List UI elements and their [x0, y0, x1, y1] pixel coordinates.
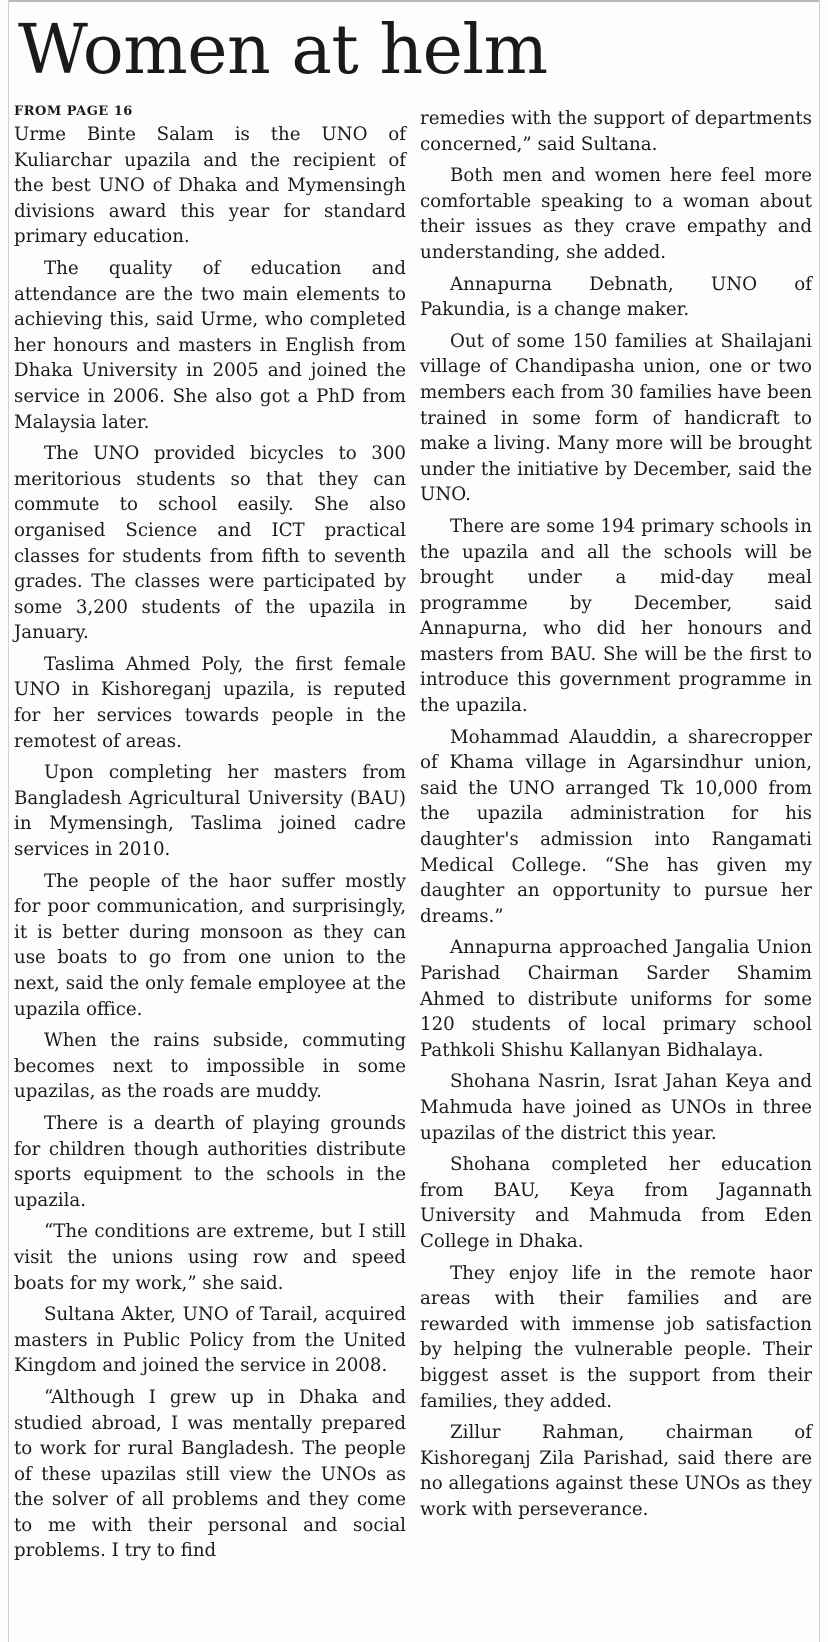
article-column-2: [420, 106, 812, 1528]
paragraph: There are some 194 primary schools in the upazila and all the schools will be brought under a mid-day meal programme by December, said Annapurna, who did her honours and masters from BAU. She will be the first to introduce this government programme in the upazila.: [420, 515, 812, 717]
paragraph: Shohana Nasrin, Israt Jahan Keya and Mahmuda have joined as UNOs in three upazilas of the district this year.: [420, 1071, 812, 1144]
paragraph: They enjoy life in the remote haor areas with their families and are rewarded with immense job satisfaction by helping the vulnerable people. Their biggest asset is the support from their families, they added.: [420, 1262, 812, 1412]
paragraph: Shohana completed her education from BAU, Keya from Jagannath University and Mahmuda from Eden College in Dhaka.: [420, 1154, 812, 1252]
paragraph: There is a dearth of playing grounds for children though authorities distribute sports equipment to the schools in the upazila.: [14, 1112, 406, 1211]
paragraph: The UNO provided bicycles to 300 meritorious students so that they can commute to school easily. She also organised Science and ICT practical classes for students from fifth to seventh grades. The classes were participated by some 3,200 students of the upazila in January.: [14, 443, 406, 644]
article-column-1: [14, 102, 406, 1570]
paragraph: Upon completing her masters from Bangladesh Agricultural University (BAU) in Mymensingh, Taslima joined cadre services in 2010.: [14, 762, 406, 861]
top-rule: [8, 0, 820, 2]
paragraph: The quality of education and attendance are the two main elements to achieving this, said Urme, who completed her honours and masters in English from Dhaka University in 2005 and joined the service in 2006. She also got a PhD from Malaysia later.: [14, 257, 406, 433]
paragraph: Taslima Ahmed Poly, the first female UNO in Kishoreganj upazila, is reputed for her services towards people in the remotest of areas.: [14, 653, 406, 752]
paragraph: “Although I grew up in Dhaka and studied abroad, I was mentally prepared to work for rural Bangladesh. The people of these upazilas still view the UNOs as the solver of all problems and they come to me with their personal and social problems. I try to find: [14, 1386, 406, 1562]
paragraph: Zillur Rahman, chairman of Kishoreganj Zila Parishad, said there are no allegations against these UNOs as they work with perseverance.: [420, 1422, 812, 1520]
frame-border-right: [819, 0, 820, 1642]
paragraph: Out of some 150 families at Shailajani village of Chandipasha union, one or two members each from 30 families have been trained in some form of handicraft to make a living. Many more will be brought under the initiative by December, said the UNO.: [420, 330, 812, 506]
paragraph: “The conditions are extreme, but I still visit the unions using row and speed boats for my work,” she said.: [14, 1221, 406, 1294]
paragraph: When the rains subside, commuting becomes next to impossible in some upazilas, as the roads are muddy.: [14, 1030, 406, 1103]
headline: Women at helm: [18, 11, 548, 90]
jump-line: FROM PAGE 16: [14, 104, 133, 119]
paragraph: Sultana Akter, UNO of Tarail, acquired masters in Public Policy from the United Kingdom and joined the service in 2008.: [14, 1304, 406, 1377]
frame-border-left: [8, 0, 9, 1642]
paragraph: Annapurna approached Jangalia Union Parishad Chairman Sarder Shamim Ahmed to distribute uniforms for some 120 students of local primary school Pathkoli Shishu Kallanyan Bidhalaya.: [420, 937, 812, 1061]
paragraph: Both men and women here feel more comfortable speaking to a woman about their issues as they crave empathy and understanding, she added.: [420, 165, 812, 263]
paragraph: The people of the haor suffer mostly for poor communication, and surprisingly, it is better during monsoon as they can use boats to go from one union to the next, said the only female employee at the upazila office.: [14, 870, 406, 1020]
paragraph: Urme Binte Salam is the UNO of Kuliarchar upazila and the recipient of the best UNO of Dhaka and Mymensingh divisions award this year for standard primary education.: [14, 124, 406, 248]
paragraph-continuation: remedies with the support of departments concerned,” said Sultana.: [420, 108, 812, 155]
paragraph: Annapurna Debnath, UNO of Pakundia, is a change maker.: [420, 273, 812, 321]
paragraph: Mohammad Alauddin, a sharecropper of Khama village in Agarsindhur union, said the UNO arranged Tk 10,000 from the upazila administration for his daughter's admission into Rangamati Medical College. “She has given my daughter an opportunity to pursue her dreams.”: [420, 726, 812, 927]
